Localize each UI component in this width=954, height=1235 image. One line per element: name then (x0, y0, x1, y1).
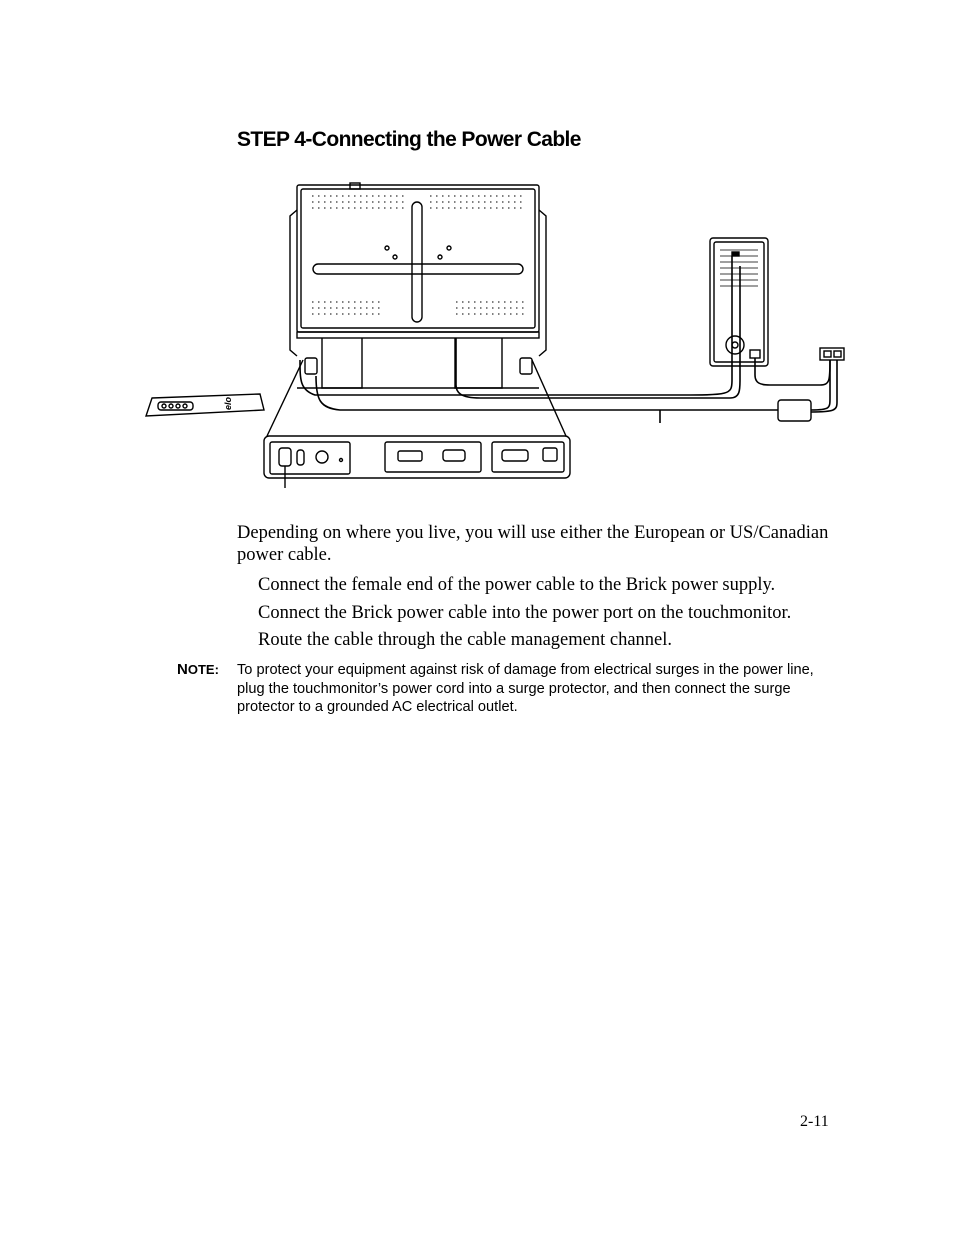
on-screen-display-control-pad (146, 394, 264, 416)
power-brick (778, 400, 811, 421)
connector-panel (264, 436, 570, 488)
wall-outlet (820, 348, 844, 360)
note-label-initial: N (177, 661, 188, 678)
note-label-rest: OTE: (187, 662, 219, 677)
step-item: Route the cable through the cable management channel. (258, 630, 673, 650)
computer-tower (710, 238, 768, 366)
step-item: Connect the Brick power cable into the power port on the touchmonitor. (258, 602, 792, 623)
step-item: Connect the female end of the power cable to the Brick power supply. (258, 575, 776, 595)
page-number: 2-11 (800, 1113, 829, 1130)
step-list (258, 574, 858, 657)
intro-paragraph: Depending on where you live, you will use either the European or US/Canadian power cable. (237, 523, 829, 565)
page-heading: STEP 4-Connecting the Power Cable (237, 128, 581, 151)
elo-logo: elo (223, 396, 233, 410)
power-cable-connection-diagram (140, 180, 860, 490)
touchmonitor-rear (290, 183, 546, 388)
cables (300, 256, 837, 423)
note-text: To protect your equipment against risk of damage from electrical surges in the power line, plug the touchmonitor’s power cord into a surge protector, and then connect the surge protector to a grounded AC electrical outlet. (237, 662, 814, 715)
note-label (177, 661, 219, 679)
vent-dots (312, 196, 526, 314)
